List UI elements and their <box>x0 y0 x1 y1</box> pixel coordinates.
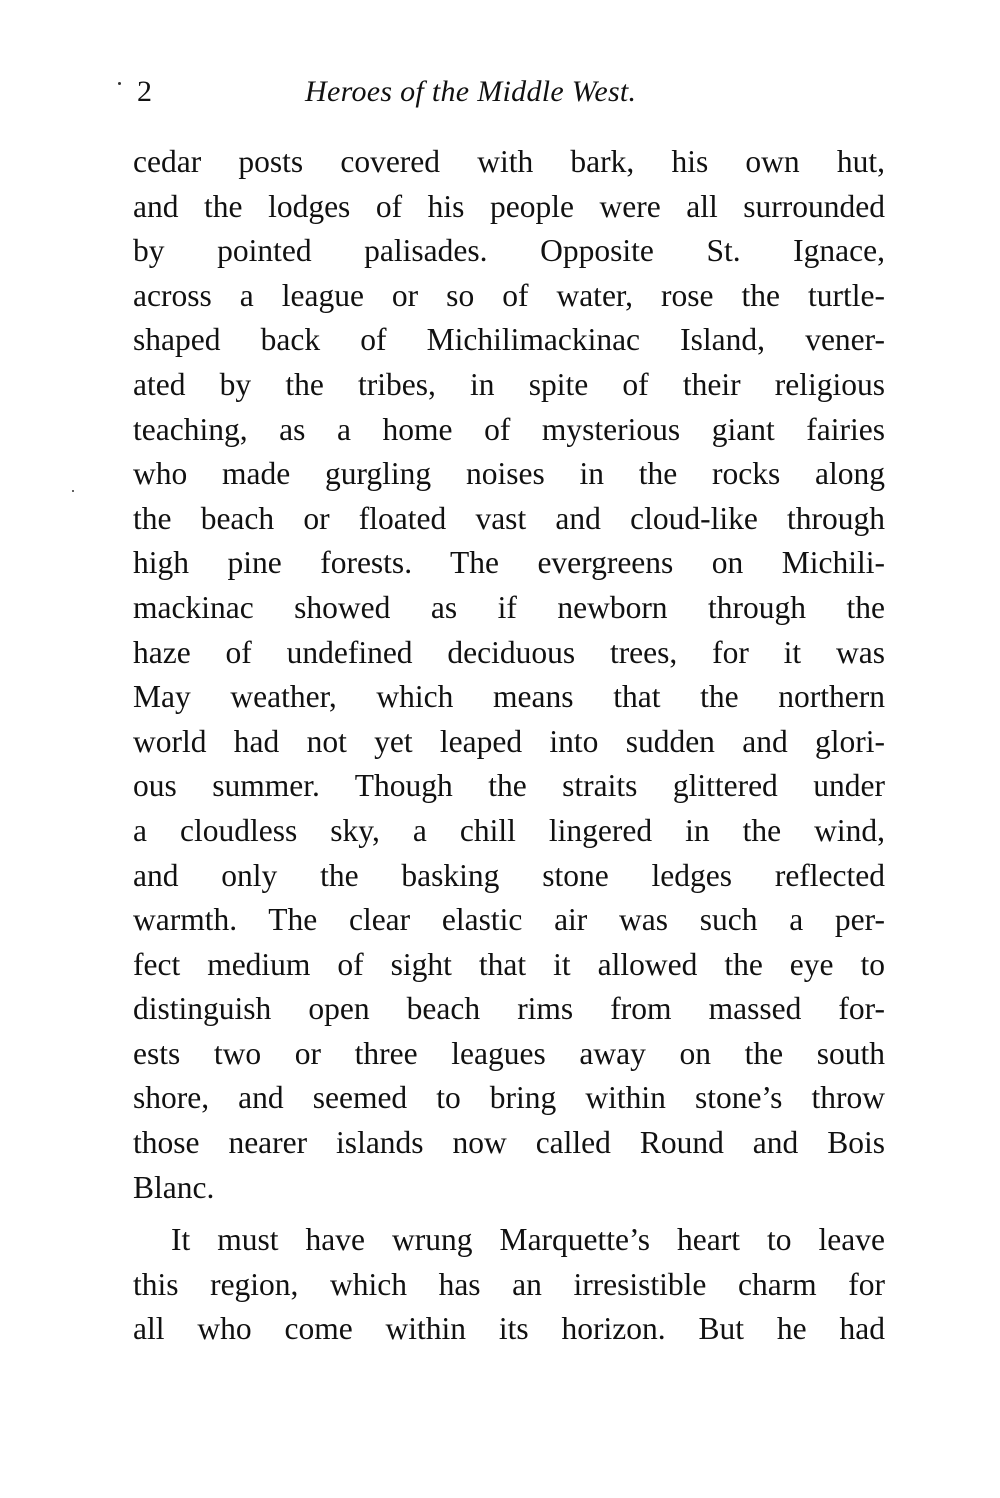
ink-speck <box>118 82 121 85</box>
text-line: who made gurgling noises in the rocks along <box>133 456 885 492</box>
text-line: world had not yet leaped into sudden and glori- <box>133 723 885 759</box>
text-line: the beach or floated vast and cloud-like through <box>133 500 885 536</box>
page-number: 2 <box>137 75 152 108</box>
ink-speck <box>72 490 74 492</box>
paragraph-gap <box>133 1210 885 1218</box>
text-line: mackinac showed as if newborn through the <box>133 589 885 625</box>
text-line: ests two or three leagues away on the south <box>133 1035 885 1071</box>
page-header <box>137 72 883 112</box>
paragraph-2 <box>133 1218 885 1352</box>
text-line: this region, which has an irresistible charm for <box>133 1266 885 1302</box>
text-line: It must have wrung Marquette’s heart to leave <box>171 1222 885 1258</box>
running-title: Heroes of the Middle West. <box>305 75 637 108</box>
text-line: fect medium of sight that it allowed the eye to <box>133 946 885 982</box>
text-line: ous summer. Though the straits glittered under <box>133 768 885 804</box>
text-line: haze of undefined deciduous trees, for it was <box>133 634 885 670</box>
text-line: all who come within its horizon. But he had <box>133 1311 885 1347</box>
text-line: ated by the tribes, in spite of their religious <box>133 366 885 402</box>
text-line: May weather, which means that the northern <box>133 679 885 715</box>
text-line: Blanc. <box>133 1169 215 1205</box>
paragraph-1 <box>133 140 885 1210</box>
text-line: across a league or so of water, rose the turtle- <box>133 277 885 313</box>
text-line: cedar posts covered with bark, his own hut, <box>133 144 885 179</box>
text-line: high pine forests. The evergreens on Michili- <box>133 545 885 581</box>
text-line: and only the basking stone ledges reflected <box>133 857 885 893</box>
text-line: a cloudless sky, a chill lingered in the wind, <box>133 812 885 848</box>
text-line: teaching, as a home of mysterious giant fairies <box>133 411 885 447</box>
text-line: warmth. The clear elastic air was such a per- <box>133 902 885 938</box>
text-line: those nearer islands now called Round and Bois <box>133 1125 885 1161</box>
text-line: and the lodges of his people were all surrounded <box>133 188 885 224</box>
text-line: by pointed palisades. Opposite St. Ignace, <box>133 233 885 269</box>
text-line: shore, and seemed to bring within stone’s throw <box>133 1080 885 1116</box>
text-line: distinguish open beach rims from massed for- <box>133 991 885 1027</box>
body-text <box>133 140 885 1352</box>
text-line: shaped back of Michilimackinac Island, vener- <box>133 322 885 358</box>
